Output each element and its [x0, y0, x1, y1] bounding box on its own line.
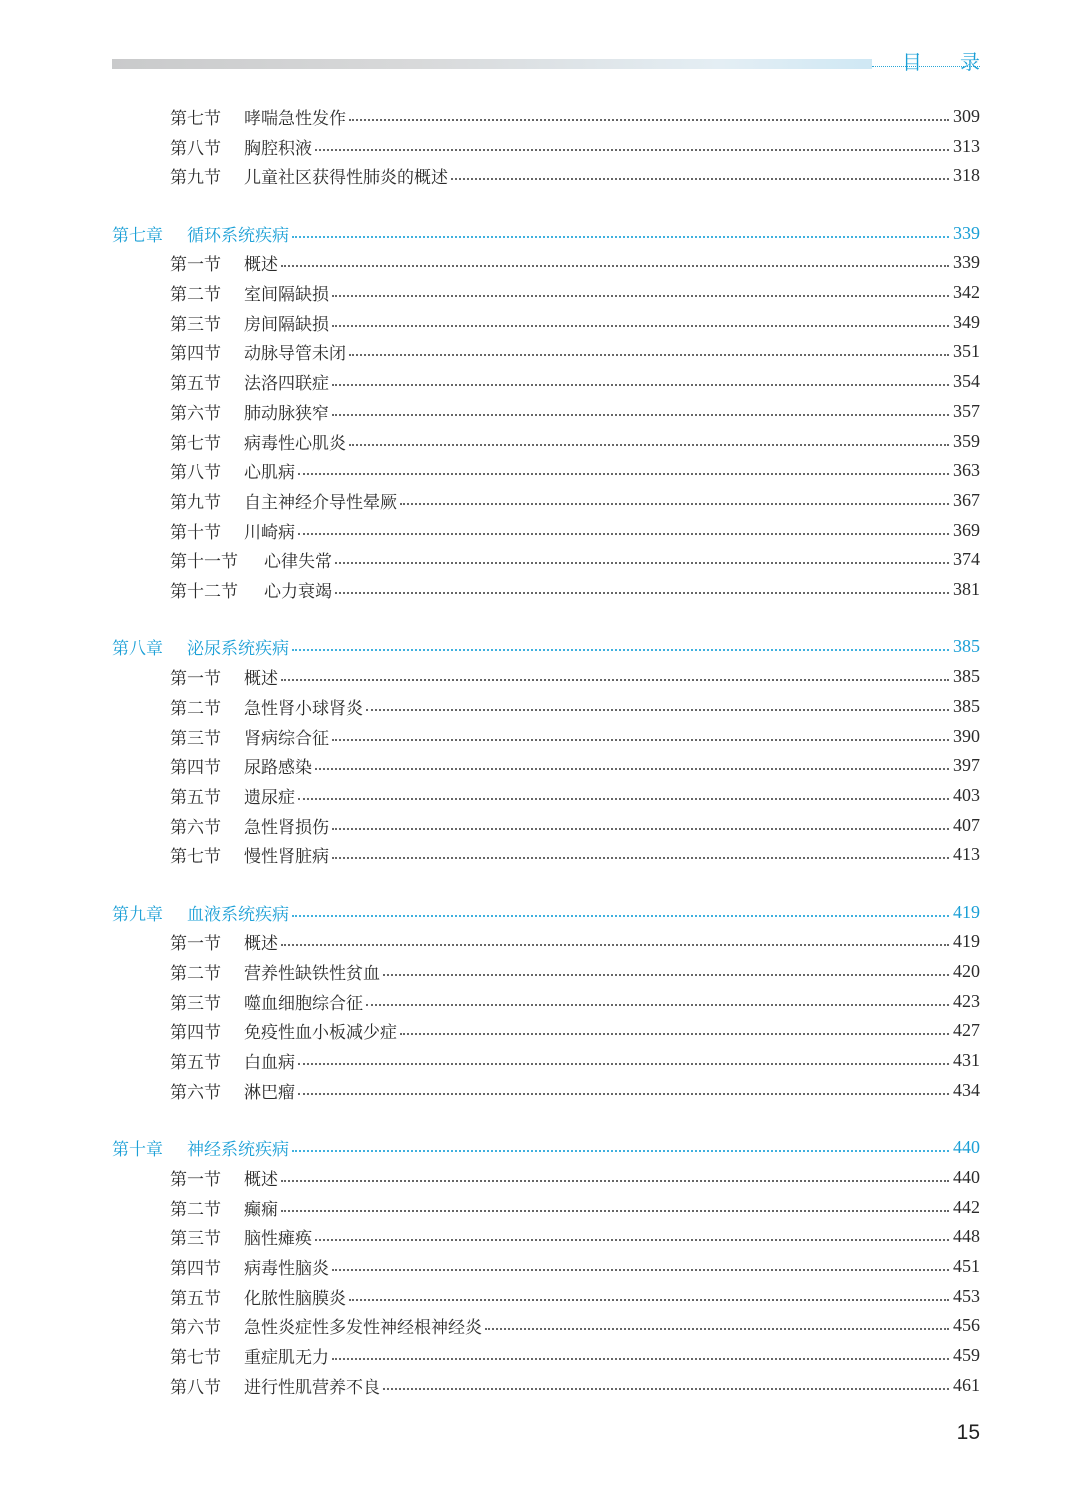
toc-entry-number: 第四节: [170, 757, 221, 778]
toc-dot-leader: [349, 354, 949, 356]
toc-dot-leader: [332, 857, 949, 859]
toc-dot-leader: [281, 679, 949, 681]
toc-dot-leader: [292, 915, 949, 917]
toc-entry-title: 慢性肾脏病: [244, 846, 329, 867]
toc-entry-page: 440: [953, 1166, 980, 1187]
toc-entry-number: 第五节: [170, 1052, 221, 1073]
toc-section-row[interactable]: [170, 721, 980, 751]
toc-entry-title: 急性肾小球肾炎: [244, 698, 363, 719]
toc-section-row[interactable]: [170, 396, 980, 426]
toc-entry-number: 第七节: [170, 1347, 221, 1368]
toc-entry-title: 哮喘急性发作: [244, 108, 346, 129]
toc-entry-page: 342: [953, 281, 980, 302]
toc-entry-title: 房间隔缺损: [244, 314, 329, 335]
toc-dot-leader: [335, 592, 949, 594]
toc-entry-page: 440: [953, 1136, 980, 1157]
toc-dot-leader: [383, 974, 949, 976]
toc-dot-leader: [281, 1180, 949, 1182]
toc-entry-page: 313: [953, 135, 980, 156]
toc-chapter-row[interactable]: [112, 631, 980, 661]
toc-dot-leader: [400, 1033, 949, 1035]
toc-entry-title: 动脉导管未闭: [244, 343, 346, 364]
toc-section-row[interactable]: [170, 661, 980, 691]
toc-section-row[interactable]: [170, 485, 980, 515]
toc-entry-number: 第七章: [112, 225, 163, 246]
toc-dot-leader: [400, 503, 949, 505]
toc-section-row[interactable]: [170, 839, 980, 869]
toc-entry-number: 第九章: [112, 904, 163, 925]
toc-entry-title: 血液系统疾病: [187, 904, 289, 925]
toc-section-row[interactable]: [170, 1370, 980, 1400]
toc-dot-leader: [315, 1239, 949, 1241]
toc-entry-page: 309: [953, 105, 980, 126]
toc-section-row[interactable]: [170, 1192, 980, 1222]
toc-entry-title: 淋巴瘤: [244, 1082, 295, 1103]
toc-entry-title: 遗尿症: [244, 787, 295, 808]
toc-entry-title: 循环系统疾病: [187, 225, 289, 246]
toc-entry-number: 第一节: [170, 933, 221, 954]
toc-entry-page: 357: [953, 400, 980, 421]
toc-entry-title: 病毒性心肌炎: [244, 433, 346, 454]
toc-section-row[interactable]: [170, 1162, 980, 1192]
toc-entry-page: 423: [953, 990, 980, 1011]
toc-section-row[interactable]: [170, 426, 980, 456]
toc-entry-page: 434: [953, 1079, 980, 1100]
toc-entry-number: 第九节: [170, 492, 221, 513]
toc-entry-page: 381: [953, 578, 980, 599]
toc-dot-leader: [332, 828, 949, 830]
toc-dot-leader: [332, 1269, 949, 1271]
toc-entry-page: 385: [953, 695, 980, 716]
toc-entry-number: 第三节: [170, 993, 221, 1014]
toc-entry-number: 第十一节: [170, 551, 238, 572]
toc-dot-leader: [298, 533, 949, 535]
toc-dot-leader: [332, 739, 949, 741]
toc-dot-leader: [349, 119, 949, 121]
toc-entry-number: 第八节: [170, 1377, 221, 1398]
toc-entry-number: 第三节: [170, 1228, 221, 1249]
toc-entry-title: 儿童社区获得性肺炎的概述: [244, 167, 448, 188]
toc-entry-number: 第二节: [170, 963, 221, 984]
toc-section-row[interactable]: [170, 1340, 980, 1370]
toc-dot-leader: [298, 473, 949, 475]
toc-entry-number: 第六节: [170, 817, 221, 838]
toc-entry-title: 胸腔积液: [244, 138, 312, 159]
toc-entry-page: 451: [953, 1255, 980, 1276]
toc-entry-page: 367: [953, 489, 980, 510]
toc-section-row[interactable]: [170, 160, 980, 190]
toc-entry-title: 尿路感染: [244, 757, 312, 778]
toc-dot-leader: [281, 1210, 949, 1212]
header-title-right: 录: [960, 49, 980, 74]
toc-entry-number: 第四节: [170, 343, 221, 364]
toc-dot-leader: [349, 1299, 949, 1301]
toc-section-row[interactable]: [170, 515, 980, 545]
toc-section-row[interactable]: [170, 810, 980, 840]
toc-entry-title: 法洛四联症: [244, 373, 329, 394]
toc-entry-title: 概述: [244, 1169, 278, 1190]
toc-entry-title: 免疫性血小板减少症: [244, 1022, 397, 1043]
toc-entry-title: 心力衰竭: [264, 581, 332, 602]
toc-entry-number: 第五节: [170, 787, 221, 808]
toc-dot-leader: [298, 798, 949, 800]
toc-section-row[interactable]: [170, 956, 980, 986]
toc-section-row[interactable]: [170, 1310, 980, 1340]
toc-entry-title: 概述: [244, 254, 278, 275]
toc-entry-title: 川崎病: [244, 522, 295, 543]
toc-section-row[interactable]: [170, 1045, 980, 1075]
toc-entry-number: 第六节: [170, 1317, 221, 1338]
toc-chapter-row[interactable]: [112, 218, 980, 248]
toc-dot-leader: [298, 1063, 949, 1065]
toc-entry-title: 心肌病: [244, 462, 295, 483]
toc-entry-page: 456: [953, 1314, 980, 1335]
header-title: [902, 44, 980, 76]
toc-entry-page: 403: [953, 784, 980, 805]
toc-section-row[interactable]: [170, 1281, 980, 1311]
toc-entry-page: 420: [953, 960, 980, 981]
header-gradient-bar: [112, 59, 872, 69]
toc-entry-title: 重症肌无力: [244, 1347, 329, 1368]
toc-entry-title: 概述: [244, 933, 278, 954]
toc-entry-number: 第五节: [170, 373, 221, 394]
toc-entry-number: 第八章: [112, 638, 163, 659]
toc-section-row[interactable]: [170, 926, 980, 956]
toc-entry-number: 第十二节: [170, 581, 238, 602]
toc-entry-number: 第六节: [170, 403, 221, 424]
toc-dot-leader: [315, 768, 949, 770]
toc-entry-number: 第十章: [112, 1139, 163, 1160]
toc-entry-title: 营养性缺铁性贫血: [244, 963, 380, 984]
toc-entry-page: 453: [953, 1285, 980, 1306]
toc-section-row[interactable]: [170, 277, 980, 307]
toc-entry-page: 419: [953, 901, 980, 922]
toc-dot-leader: [332, 414, 949, 416]
toc-section-row[interactable]: [170, 1221, 980, 1251]
toc-entry-number: 第二节: [170, 698, 221, 719]
toc-entry-number: 第六节: [170, 1082, 221, 1103]
toc-entry-title: 噬血细胞综合征: [244, 993, 363, 1014]
header-title-left: 目: [902, 49, 922, 74]
toc-dot-leader: [366, 709, 949, 711]
toc-dot-leader: [292, 236, 949, 238]
toc-dot-leader: [383, 1388, 949, 1390]
toc-entry-number: 第二节: [170, 284, 221, 305]
toc-dot-leader: [335, 562, 949, 564]
toc-entry-page: 363: [953, 459, 980, 480]
toc-section-row[interactable]: [170, 986, 980, 1016]
toc-entry-number: 第一节: [170, 254, 221, 275]
toc-dot-leader: [298, 1093, 949, 1095]
toc-entry-page: 407: [953, 814, 980, 835]
toc-entry-title: 肺动脉狭窄: [244, 403, 329, 424]
toc-section-row[interactable]: [170, 1075, 980, 1105]
toc-section-row[interactable]: [170, 131, 980, 161]
toc-dot-leader: [332, 1358, 949, 1360]
toc-entry-page: 339: [953, 251, 980, 272]
toc-section-row[interactable]: [170, 1015, 980, 1045]
toc-section-row[interactable]: [170, 1251, 980, 1281]
toc-dot-leader: [332, 384, 949, 386]
toc-entry-page: 349: [953, 311, 980, 332]
toc-entry-title: 急性肾损伤: [244, 817, 329, 838]
toc-entry-title: 脑性瘫痪: [244, 1228, 312, 1249]
toc-entry-number: 第八节: [170, 462, 221, 483]
toc-section-row[interactable]: [170, 574, 980, 604]
toc-dot-leader: [292, 1150, 949, 1152]
toc-entry-title: 泌尿系统疾病: [187, 638, 289, 659]
toc-entry-page: 427: [953, 1019, 980, 1040]
toc-entry-title: 病毒性脑炎: [244, 1258, 329, 1279]
toc-section-row[interactable]: [170, 247, 980, 277]
toc-dot-leader: [451, 178, 949, 180]
toc-entry-title: 神经系统疾病: [187, 1139, 289, 1160]
toc-entry-title: 心律失常: [264, 551, 332, 572]
toc-entry-title: 化脓性脑膜炎: [244, 1288, 346, 1309]
toc-entry-number: 第七节: [170, 108, 221, 129]
toc-entry-page: 385: [953, 665, 980, 686]
toc-entry-page: 354: [953, 370, 980, 391]
toc-entry-page: 397: [953, 754, 980, 775]
toc-entry-number: 第一节: [170, 668, 221, 689]
toc-entry-page: 390: [953, 725, 980, 746]
toc-dot-leader: [485, 1328, 949, 1330]
toc-dot-leader: [332, 295, 949, 297]
toc-entry-number: 第五节: [170, 1288, 221, 1309]
toc-entry-title: 白血病: [244, 1052, 295, 1073]
toc-section-row[interactable]: [170, 750, 980, 780]
toc-entry-number: 第十节: [170, 522, 221, 543]
toc-entry-number: 第三节: [170, 314, 221, 335]
toc-section-row[interactable]: [170, 307, 980, 337]
toc-entry-page: 385: [953, 635, 980, 656]
toc-entry-number: 第一节: [170, 1169, 221, 1190]
toc-entry-page: 461: [953, 1374, 980, 1395]
toc-dot-leader: [292, 649, 949, 651]
toc-entry-page: 351: [953, 340, 980, 361]
toc-entry-page: 369: [953, 519, 980, 540]
toc-entry-number: 第四节: [170, 1258, 221, 1279]
toc-dot-leader: [281, 265, 949, 267]
page-number: 15: [956, 1421, 980, 1444]
toc-entry-title: 肾病综合征: [244, 728, 329, 749]
toc-dot-leader: [332, 325, 949, 327]
toc-dot-leader: [315, 149, 949, 151]
toc-entry-title: 癫痫: [244, 1199, 278, 1220]
toc-entry-page: 431: [953, 1049, 980, 1070]
toc-entry-title: 室间隔缺损: [244, 284, 329, 305]
toc-dot-leader: [281, 944, 949, 946]
toc-entry-number: 第八节: [170, 138, 221, 159]
toc-entry-number: 第七节: [170, 846, 221, 867]
toc-entry-page: 448: [953, 1225, 980, 1246]
toc-section-row[interactable]: [170, 691, 980, 721]
toc-section-row[interactable]: [170, 366, 980, 396]
toc-entry-page: 459: [953, 1344, 980, 1365]
toc-entry-number: 第二节: [170, 1199, 221, 1220]
toc-entry-title: 急性炎症性多发性神经根神经炎: [244, 1317, 482, 1338]
toc-chapter-row[interactable]: [112, 1132, 980, 1162]
toc-entry-page: 318: [953, 164, 980, 185]
toc-chapter-row[interactable]: [112, 897, 980, 927]
toc-entry-title: 自主神经介导性晕厥: [244, 492, 397, 513]
toc-entry-page: 374: [953, 548, 980, 569]
toc-entry-page: 339: [953, 222, 980, 243]
toc-entry-number: 第四节: [170, 1022, 221, 1043]
toc-entry-page: 419: [953, 930, 980, 951]
toc-entry-title: 进行性肌营养不良: [244, 1377, 380, 1398]
toc-entry-page: 442: [953, 1196, 980, 1217]
toc-entry-page: 359: [953, 430, 980, 451]
toc-dot-leader: [366, 1004, 949, 1006]
toc-entry-number: 第九节: [170, 167, 221, 188]
toc-section-row[interactable]: [170, 101, 980, 131]
toc-section-row[interactable]: [170, 544, 980, 574]
toc-dot-leader: [349, 444, 949, 446]
toc-section-row[interactable]: [170, 780, 980, 810]
toc-entry-page: 413: [953, 843, 980, 864]
toc-entry-number: 第三节: [170, 728, 221, 749]
toc-entry-title: 概述: [244, 668, 278, 689]
toc-section-row[interactable]: [170, 336, 980, 366]
toc-entry-number: 第七节: [170, 433, 221, 454]
toc-section-row[interactable]: [170, 455, 980, 485]
